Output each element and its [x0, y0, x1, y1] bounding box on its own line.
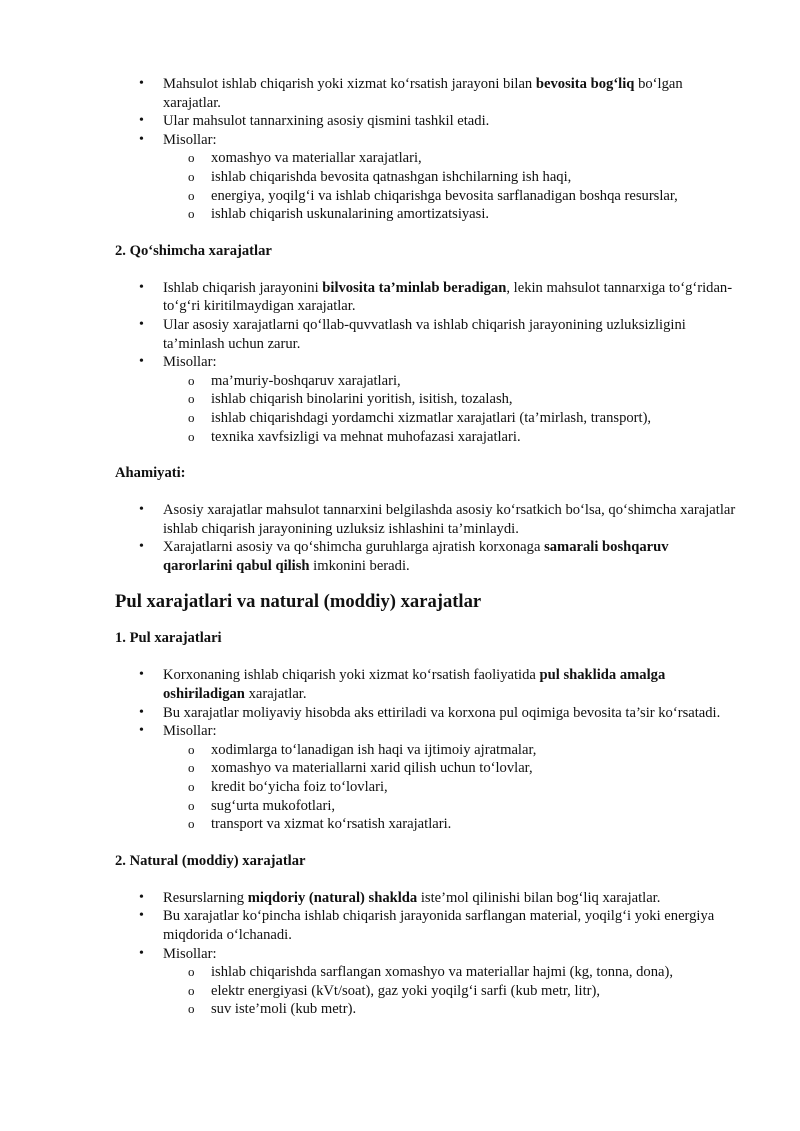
sub-list-item: o xodimlarga to‘lanadigan ish haqi va ijtimoiy ajratmalar, — [115, 741, 740, 760]
sub-list-item: o ishlab chiqarish binolarini yoritish, isitish, tozalash, — [115, 390, 740, 409]
list-item: • Resurslarning miqdoriy (natural) shaklda iste’mol qilinishi bilan bog‘liq xarajatlar. — [115, 889, 740, 908]
list-item: • Mahsulot ishlab chiqarish yoki xizmat ko‘rsatish jarayoni bilan bevosita bog‘liq bo‘lgan xarajatlar. — [115, 75, 740, 112]
sub-list-item: o kredit bo‘yicha foiz to‘lovlari, — [115, 778, 740, 797]
examples-list — [163, 149, 740, 223]
sub-list-item: o sug‘urta mukofotlari, — [115, 797, 740, 816]
list-item: • Ular mahsulot tannarxining asosiy qismini tashkil etadi. — [115, 112, 740, 131]
list-item: • Korxonaning ishlab chiqarish yoki xizmat ko‘rsatish faoliyatida pul shaklida amalga oshiriladigan xarajatlar. — [115, 666, 740, 703]
sub-list-item: o transport va xizmat ko‘rsatish xarajatlari. — [115, 815, 740, 834]
list-item: • Misollar: o ma’muriy-boshqaruv xarajatlari, o ishlab chiqarish binolarini yoritish, isitish, tozalash, o ishlab chiqarishdagi yordamchi xizmatlar xarajatlari (ta’mirlash, transport), o texnika xavfsizligi va mehnat muhofazasi xarajatlari. — [115, 353, 740, 446]
examples-list — [163, 963, 740, 1019]
monetary-costs-list — [115, 666, 740, 833]
examples-list — [163, 741, 740, 834]
section-heading: 2. Qo‘shimcha xarajatlar — [115, 242, 272, 259]
section-title: Pul xarajatlari va natural (moddiy) xarajatlar — [115, 591, 482, 613]
list-item: • Bu xarajatlar moliyaviy hisobda aks ettiriladi va korxona pul oqimiga bevosita ta’sir ko‘rsatadi. — [115, 704, 740, 723]
sub-list-item: o texnika xavfsizligi va mehnat muhofazasi xarajatlari. — [115, 428, 740, 447]
sub-list-item: o ishlab chiqarishda sarflangan xomashyo va materiallar hajmi (kg, tonna, dona), — [115, 963, 740, 982]
list-item: • Ular asosiy xarajatlarni qo‘llab-quvvatlash va ishlab chiqarish jarayonining uzluksizligini ta’minlash uchun zarur. — [115, 316, 740, 353]
sub-list-item: o xomashyo va materiallarni xarid qilish uchun to‘lovlar, — [115, 759, 740, 778]
examples-list — [163, 372, 740, 446]
overhead-costs-list — [115, 279, 740, 446]
section-heading: 2. Natural (moddiy) xarajatlar — [115, 852, 306, 869]
sub-list-item: o ishlab chiqarish uskunalarining amortizatsiyasi. — [115, 205, 740, 224]
list-item: • Misollar: o xodimlarga to‘lanadigan ish haqi va ijtimoiy ajratmalar, o xomashyo va materiallarni xarid qilish uchun to‘lovlar, o kredit bo‘yicha foiz to‘lovlari, o sug‘urta mukofotlari, o transport va xizmat ko‘rsatish xarajatlari. — [115, 722, 740, 834]
material-costs-list — [115, 889, 740, 1019]
sub-list-item: o suv iste’moli (kub metr). — [115, 1000, 740, 1019]
list-item: • Misollar: o ishlab chiqarishda sarflangan xomashyo va materiallar hajmi (kg, tonna, dona), o elektr energiyasi (kVt/soat), gaz yoki yoqilg‘i sarfi (kub metr, litr), o suv iste’moli (kub metr). — [115, 945, 740, 1019]
list-item: • Ishlab chiqarish jarayonini bilvosita ta’minlab beradigan, lekin mahsulot tannarxiga to‘g‘ridan-to‘g‘ri kiritilmaydigan xarajatlar. — [115, 279, 740, 316]
list-item: • Misollar: o xomashyo va materiallar xarajatlari, o ishlab chiqarishda bevosita qatnashgan ishchilarning ish haqi, o energiya, yoqilg‘i va ishlab chiqarishga bevosita sarflanadigan boshqa resurslar, o ishlab chiqarish uskunalarining amortizatsiyasi. — [115, 131, 740, 224]
sub-list-item: o xomashyo va materiallar xarajatlari, — [115, 149, 740, 168]
section-heading: 1. Pul xarajatlari — [115, 630, 222, 647]
sub-list-item: o energiya, yoqilg‘i va ishlab chiqarishga bevosita sarflanadigan boshqa resurslar, — [115, 187, 740, 206]
list-item: • Xarajatlarni asosiy va qo‘shimcha guruhlarga ajratish korxonaga samarali boshqaruv qarorlarini qabul qilish imkonini beradi. — [115, 538, 740, 575]
section-heading: Ahamiyati: — [115, 465, 186, 482]
importance-list — [115, 501, 740, 575]
sub-list-item: o ishlab chiqarishdagi yordamchi xizmatlar xarajatlari (ta’mirlash, transport), — [115, 409, 740, 428]
sub-list-item: o ishlab chiqarishda bevosita qatnashgan ishchilarning ish haqi, — [115, 168, 740, 187]
sub-list-item: o ma’muriy-boshqaruv xarajatlari, — [115, 372, 740, 391]
list-item: • Asosiy xarajatlar mahsulot tannarxini belgilashda asosiy ko‘rsatkich bo‘lsa, qo‘shimcha xarajatlar ishlab chiqarish jarayonining uzluksiz ishlashini ta’minlaydi. — [115, 501, 740, 538]
direct-costs-list — [115, 75, 740, 224]
sub-list-item: o elektr energiyasi (kVt/soat), gaz yoki yoqilg‘i sarfi (kub metr, litr), — [115, 982, 740, 1001]
list-item: • Bu xarajatlar ko‘pincha ishlab chiqarish jarayonida sarflangan material, yoqilg‘i yoki energiya miqdorida o‘lchanadi. — [115, 907, 740, 944]
